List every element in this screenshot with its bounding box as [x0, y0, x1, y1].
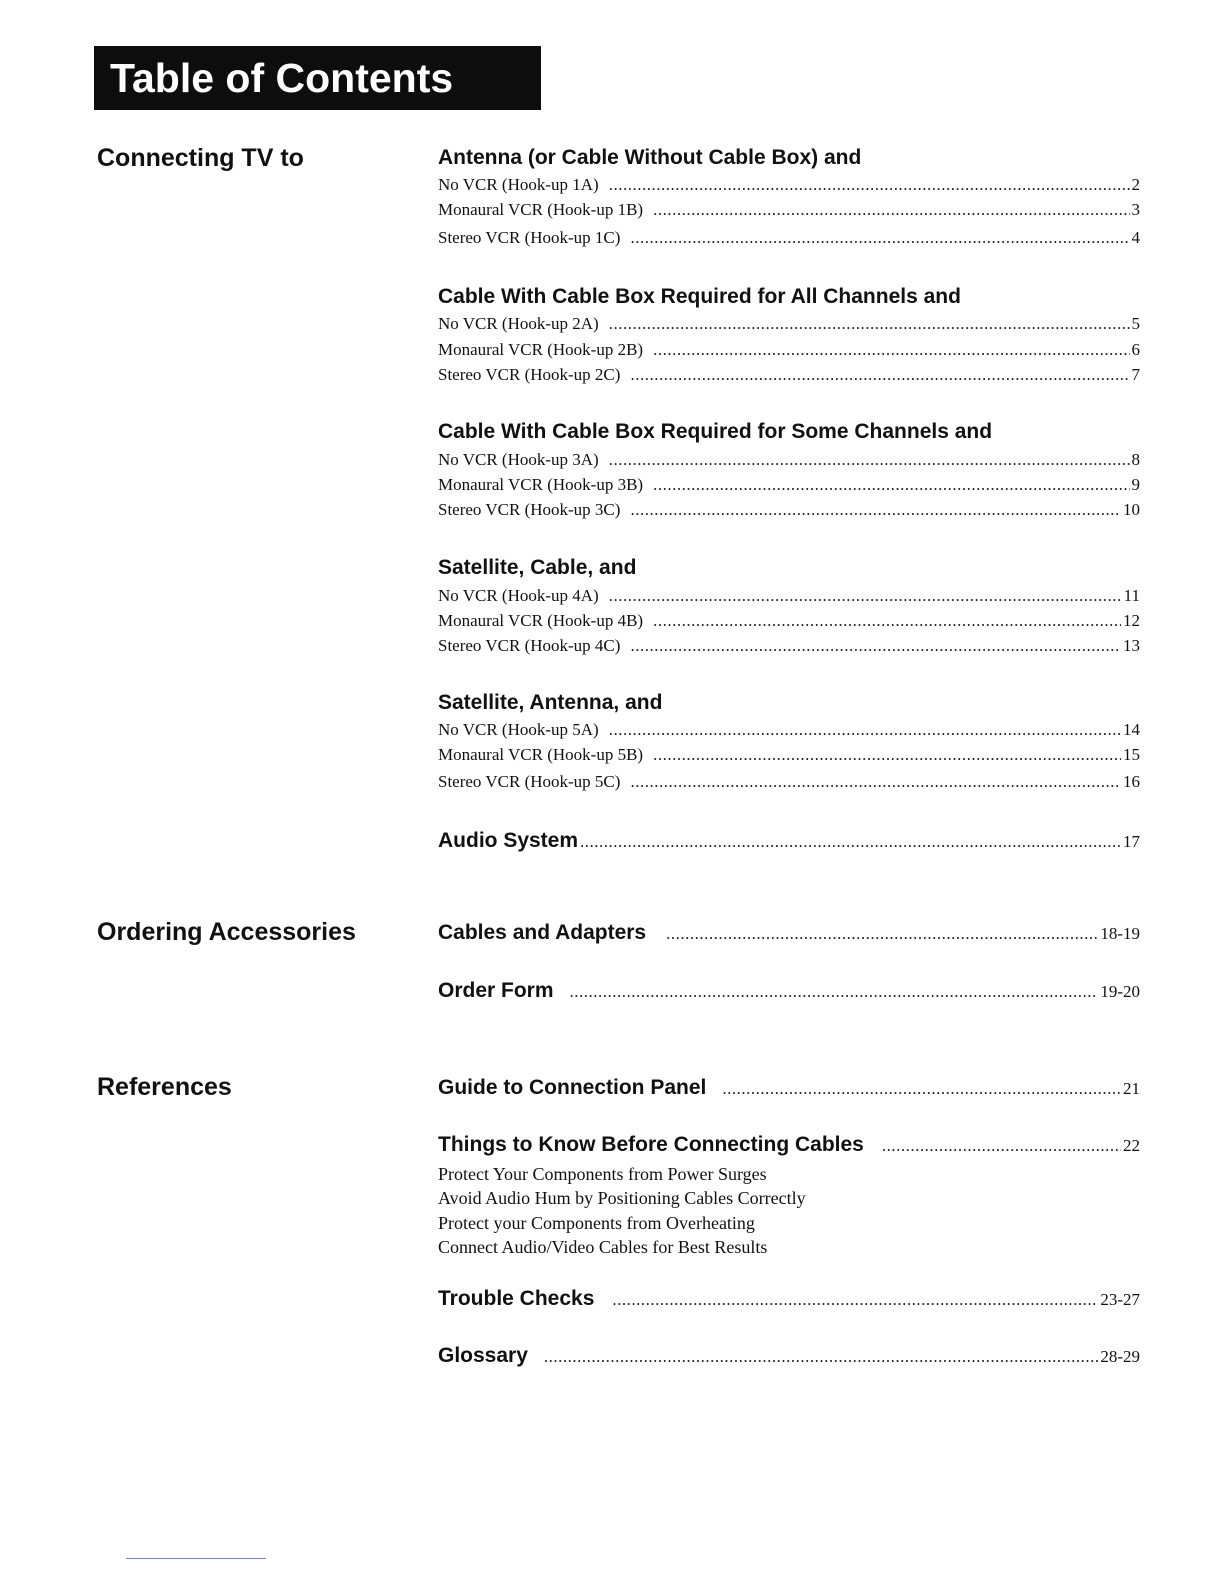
toc-entry-page: 23-27	[1100, 1290, 1140, 1309]
toc-entry-label: Monaural VCR (Hook-up 4B)	[438, 611, 644, 630]
dot-leader	[630, 636, 1121, 656]
toc-entry-label: No VCR (Hook-up 5A)	[438, 720, 599, 739]
dot-leader	[666, 924, 1098, 944]
toc-entry-label: Cables and Adapters	[438, 921, 647, 944]
toc-entry[interactable]	[438, 365, 1140, 385]
sub-item: Protect Your Components from Power Surges	[438, 1164, 767, 1184]
toc-entry-page: 5	[1131, 314, 1140, 333]
toc-entry-guide-panel[interactable]	[438, 1076, 1140, 1100]
toc-entry[interactable]	[438, 586, 1140, 606]
toc-entry-page: 12	[1123, 611, 1140, 630]
dot-leader	[653, 611, 1121, 631]
toc-entry-label: Stereo VCR (Hook-up 5C)	[438, 772, 621, 791]
dot-leader	[630, 365, 1129, 385]
toc-entry-things-to-know[interactable]	[438, 1133, 1140, 1157]
dot-leader	[653, 200, 1129, 220]
dot-leader	[630, 228, 1129, 248]
toc-entry-label: Things to Know Before Connecting Cables	[438, 1133, 864, 1156]
toc-entry-order-form[interactable]	[438, 979, 1140, 1003]
toc-entry-page: 28-29	[1100, 1347, 1140, 1366]
bottom-rule	[126, 1558, 266, 1559]
toc-entry-page: 13	[1123, 636, 1140, 655]
toc-entry-glossary[interactable]	[438, 1344, 1140, 1368]
toc-entry-label: Monaural VCR (Hook-up 2B)	[438, 340, 644, 359]
toc-entry-page: 3	[1131, 200, 1140, 219]
dot-leader	[722, 1079, 1121, 1099]
toc-entry-page: 15	[1123, 745, 1140, 764]
dot-leader	[544, 1347, 1098, 1367]
toc-entry[interactable]	[438, 475, 1140, 495]
toc-entry[interactable]	[438, 500, 1140, 520]
toc-entry-page: 19-20	[1100, 982, 1140, 1001]
toc-entry[interactable]	[438, 450, 1140, 470]
toc-entry-page: 14	[1123, 720, 1140, 739]
toc-entry-page: 17	[1123, 832, 1140, 851]
toc-entry[interactable]	[438, 314, 1140, 334]
section-references: References	[97, 1073, 232, 1101]
toc-entry-page: 18-19	[1100, 924, 1140, 943]
toc-entry[interactable]	[438, 720, 1140, 740]
dot-leader	[580, 832, 1121, 852]
toc-entry[interactable]	[438, 636, 1140, 656]
dot-leader	[653, 340, 1129, 360]
toc-entry-page: 11	[1123, 586, 1140, 605]
toc-entry-label: No VCR (Hook-up 4A)	[438, 586, 599, 605]
toc-entry-label: Trouble Checks	[438, 1287, 595, 1310]
toc-entry-label: Glossary	[438, 1344, 528, 1367]
toc-entry-label: Stereo VCR (Hook-up 1C)	[438, 228, 621, 247]
toc-entry-page: 10	[1123, 500, 1140, 519]
toc-entry-audio-system[interactable]	[438, 829, 1140, 853]
toc-entry-page: 2	[1131, 175, 1140, 194]
dot-leader	[882, 1136, 1121, 1156]
sub-item: Protect your Components from Overheating	[438, 1213, 755, 1233]
group-heading: Antenna (or Cable Without Cable Box) and	[438, 146, 862, 169]
toc-entry-page: 21	[1123, 1079, 1140, 1098]
toc-entry-label: Monaural VCR (Hook-up 5B)	[438, 745, 644, 764]
toc-entry-page: 8	[1131, 450, 1140, 469]
title-bar	[94, 46, 541, 110]
toc-entry[interactable]	[438, 611, 1140, 631]
toc-entry-label: Monaural VCR (Hook-up 3B)	[438, 475, 644, 494]
dot-leader	[609, 450, 1130, 470]
toc-entry-page: 22	[1123, 1136, 1140, 1155]
dot-leader	[609, 314, 1130, 334]
dot-leader	[653, 475, 1129, 495]
group-heading: Cable With Cable Box Required for All Channels and	[438, 285, 961, 308]
toc-entry-page: 6	[1131, 340, 1140, 359]
toc-entry-cables-adapters[interactable]	[438, 921, 1140, 945]
toc-entry-label: Stereo VCR (Hook-up 4C)	[438, 636, 621, 655]
dot-leader	[609, 586, 1122, 606]
toc-entry[interactable]	[438, 772, 1140, 792]
toc-entry-page: 7	[1131, 365, 1140, 384]
toc-entry-page: 9	[1131, 475, 1140, 494]
toc-entry[interactable]	[438, 745, 1140, 765]
toc-entry-label: No VCR (Hook-up 1A)	[438, 175, 599, 194]
section-ordering: Ordering Accessories	[97, 918, 356, 946]
toc-entry-label: No VCR (Hook-up 2A)	[438, 314, 599, 333]
toc-entry-page: 4	[1131, 228, 1140, 247]
toc-entry-label: Guide to Connection Panel	[438, 1076, 707, 1099]
section-connecting: Connecting TV to	[97, 144, 304, 172]
toc-entry-label: Stereo VCR (Hook-up 2C)	[438, 365, 621, 384]
toc-entry-label: No VCR (Hook-up 3A)	[438, 450, 599, 469]
toc-entry-trouble-checks[interactable]	[438, 1287, 1140, 1311]
group-heading: Cable With Cable Box Required for Some Channels and	[438, 420, 993, 443]
toc-entry-label: Order Form	[438, 979, 554, 1002]
dot-leader	[630, 772, 1121, 792]
toc-entry-label: Audio System	[438, 829, 579, 852]
dot-leader	[612, 1290, 1098, 1310]
dot-leader	[609, 720, 1121, 740]
dot-leader	[630, 500, 1121, 520]
dot-leader	[609, 175, 1130, 195]
dot-leader	[653, 745, 1121, 765]
toc-entry-page: 16	[1123, 772, 1140, 791]
sub-item: Avoid Audio Hum by Positioning Cables Correctly	[438, 1188, 806, 1208]
group-heading: Satellite, Cable, and	[438, 556, 637, 579]
toc-entry[interactable]	[438, 340, 1140, 360]
group-heading: Satellite, Antenna, and	[438, 691, 663, 714]
toc-entry-label: Monaural VCR (Hook-up 1B)	[438, 200, 644, 219]
page-title: Table of Contents	[110, 54, 454, 101]
toc-entry-label: Stereo VCR (Hook-up 3C)	[438, 500, 621, 519]
toc-entry[interactable]	[438, 175, 1140, 195]
dot-leader	[570, 982, 1099, 1002]
toc-entry[interactable]	[438, 200, 1140, 220]
sub-item: Connect Audio/Video Cables for Best Results	[438, 1237, 768, 1257]
toc-entry[interactable]	[438, 228, 1140, 248]
